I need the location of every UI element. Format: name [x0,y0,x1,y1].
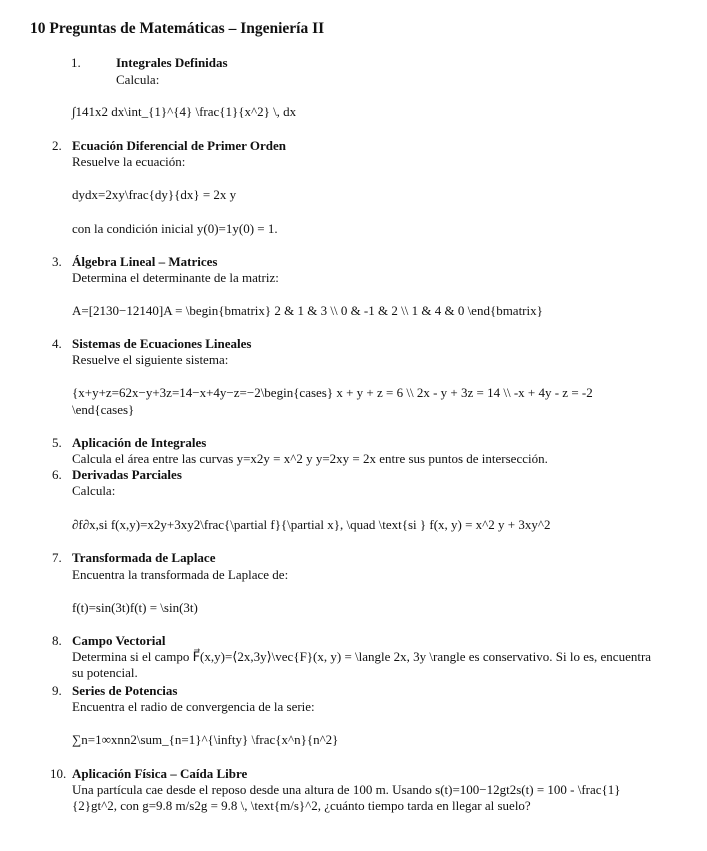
question-formula-continued: \end{cases} [72,402,135,417]
question-number: 5. [52,435,62,450]
question-number: 6. [52,467,62,482]
question-heading: Aplicación Física – Caída Libre [72,766,248,781]
question-prompt: Calcula el área entre las curvas y=x2y = x^2 y y=2xy = 2x entre sus puntos de intersección. [72,451,548,466]
question-number: 4. [52,336,62,351]
question-heading: Sistemas de Ecuaciones Lineales [72,336,252,351]
question-heading: Ecuación Diferencial de Primer Orden [72,138,286,153]
question-heading: Series de Potencias [72,683,178,698]
question-number: 10. [50,766,67,781]
question-prompt: Una partícula cae desde el reposo desde una altura de 100 m. Usando s(t)=100−12gt2s(t) = 100 - \frac{1}{2}gt^2, con g=9.8 m/s2g = 9.8 \, \text{m/s}^2, ¿cuánto tiempo tarda en llegar al suelo? [72,782,621,813]
question-prompt: Determina el determinante de la matriz: [72,270,279,285]
question-formula: dydx=2xy\frac{dy}{dx} = 2x y [72,187,237,202]
question-formula: A=[2130−12140]A = \begin{bmatrix} 2 & 1 & 3 \\ 0 & -1 & 2 \\ 1 & 4 & 0 \end{bmatrix} [72,303,543,318]
question-prompt: Encuentra el radio de convergencia de la serie: [72,699,315,714]
question-number: 2. [52,138,62,153]
question-number: 1. [71,55,81,70]
question-formula: ∫141x2 dx\int_{1}^{4} \frac{1}{x^2} \, dx [72,104,297,119]
question-prompt: Resuelve la ecuación: [72,154,186,169]
page-title: 10 Preguntas de Matemáticas – Ingeniería II [30,20,325,37]
question-note: con la condición inicial y(0)=1y(0) = 1. [72,221,278,236]
question-heading: Derivadas Parciales [72,467,182,482]
question-heading: Aplicación de Integrales [72,435,207,450]
question-formula: {x+y+z=62x−y+3z=14−x+4y−z=−2\begin{cases} x + y + z = 6 \\ 2x - y + 3z = 14 \\ -x + 4y - z = -2 [72,385,593,400]
question-prompt: Resuelve el siguiente sistema: [72,352,229,367]
question-prompt: Determina si el campo F⃗(x,y)=⟨2x,3y⟩\vec{F}(x, y) = \langle 2x, 3y \rangle es conservativo. Si lo es, encuentra su potencial. [72,649,652,680]
question-formula: ∑n=1∞xnn2\sum_{n=1}^{\infty} \frac{x^n}{n^2} [72,732,339,747]
question-prompt: Calcula: [72,483,116,498]
question-prompt: Calcula: [116,72,160,87]
question-heading: Transformada de Laplace [72,550,216,565]
question-heading: Campo Vectorial [72,633,166,648]
question-formula: f(t)=sin(3t)f(t) = \sin(3t) [72,600,198,615]
question-prompt: Encuentra la transformada de Laplace de: [72,567,289,582]
question-formula: ∂f∂x,si f(x,y)=x2y+3xy2\frac{\partial f}{\partial x}, \quad \text{si } f(x, y) = x^2 y + 3xy^2 [72,517,551,532]
question-heading: Integrales Definidas [116,55,228,70]
question-number: 7. [52,550,62,565]
question-number: 9. [52,683,62,698]
question-heading: Álgebra Lineal – Matrices [72,254,218,269]
question-number: 8. [52,633,62,648]
question-number: 3. [52,254,62,269]
